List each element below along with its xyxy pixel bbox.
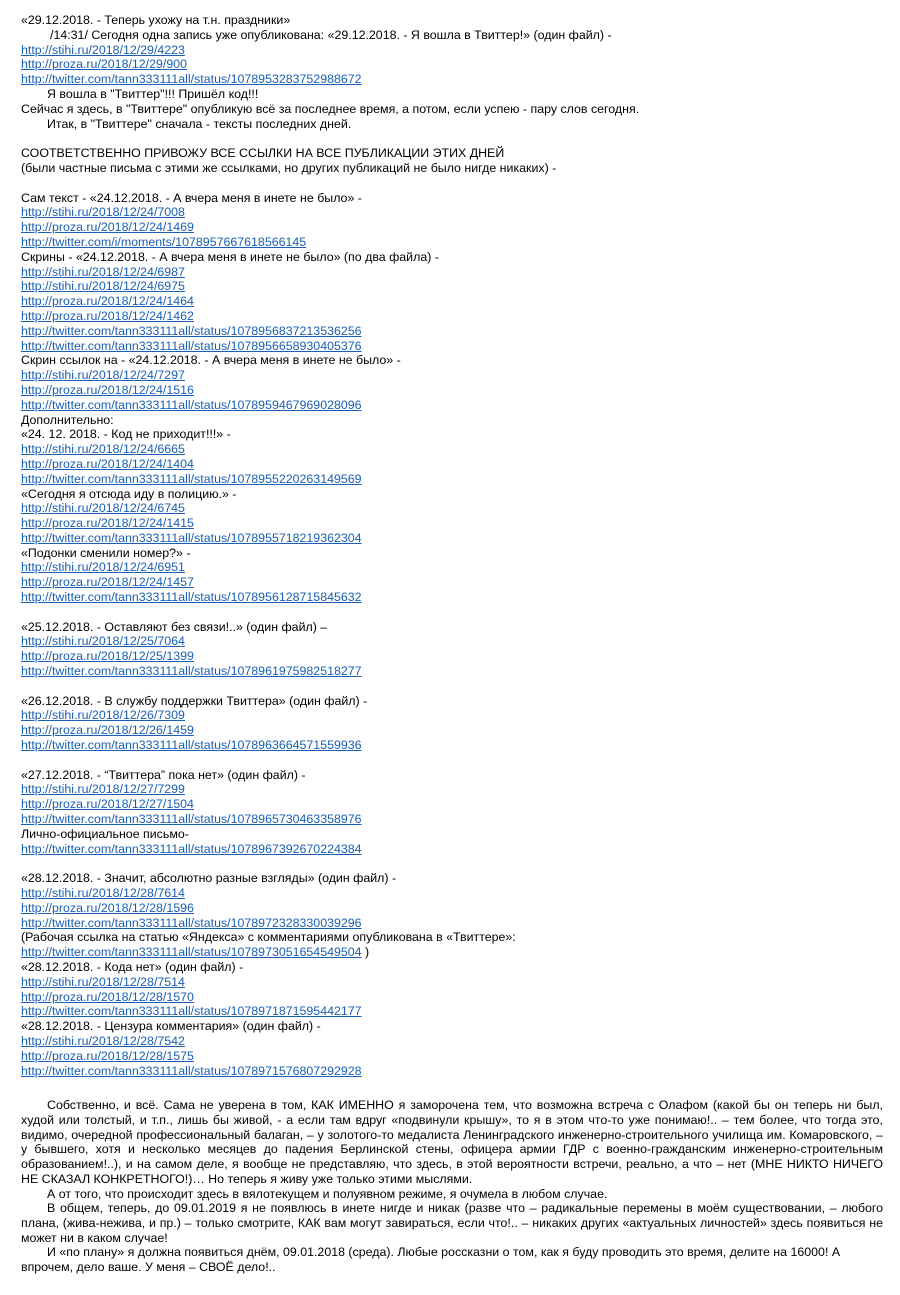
paragraph: Собственно, и всё. Сама не уверена в том, КАК ИМЕННО я заморочена тем, что возможна встреча с Олафом (какой бы он теперь ни был, худой или толстый, и т.п., лишь бы живой, - а если там вдруг «подвинули крышу», то я в этом что-то уже понимаю!.. – тем более, что тогда это, видимо, очередной профессиональный балаган, – у золотого-то медалиста Ленинградского инженерно-строительного училища им. Комаровского, – у бывшего, хотя и несколько месяцев до падения Берлинской стены, офицера армии ГДР с военно-гражданским инженерно-строительным образованием!..), и на самом деле, я вообще не представляю, что здесь, в этой вероятности встречи, реально, а что – нет (МНЕ НИКТО НИЧЕГО НЕ СКАЗАЛ КОНКРЕТНОГО!)… Но теперь я живу уже только этими мыслями. [21,1098,883,1186]
link-proza[interactable]: http://proza.ru/2018/12/27/1504 [21,797,194,812]
entry-title: «28.12.2018. - Кода нет» (один файл) - [21,960,244,974]
text-line: Сейчас я здесь, в "Твиттере" опубликую всё за последнее время, а потом, если успею - пару слов сегодня. [21,101,640,116]
paragraph: А от того, что происходит здесь в вялотекущем и полуявном режиме, я очумела в любом случае. [47,1186,608,1201]
link-twitter[interactable]: http://twitter.com/tann333111all/status/1078973051654549504 [21,945,362,960]
link-proza[interactable]: http://proza.ru/2018/12/24/1457 [21,575,194,590]
entry-title: «27.12.2018. - “Твиттера” пока нет» (один файл) - [21,767,306,782]
link-twitter[interactable]: http://twitter.com/tann333111all/status/1078972328330039296 [21,915,362,930]
link-twitter[interactable]: http://twitter.com/tann333111all/status/1078959467969028096 [21,397,362,412]
link-twitter[interactable]: http://twitter.com/tann333111all/status/1078956837213536256 [21,323,362,338]
link-proza[interactable]: http://proza.ru/2018/12/24/1404 [21,456,194,471]
text-line: Я вошла в "Твиттер"!!! Пришёл код!!! [47,86,259,101]
link-stihi[interactable]: http://stihi.ru/2018/12/24/6975 [21,279,185,294]
paragraph: И «по плану» я должна появиться днём, 09.01.2018 (среда). Любые россказни о том, как я буду проводить это время, делите на 16000! А впрочем, дело ваше. У меня – СВОЁ дело!.. [21,1245,841,1275]
link-twitter[interactable]: http://twitter.com/i/moments/1078957667618566145 [21,234,307,249]
link-proza[interactable]: http://proza.ru/2018/12/24/1415 [21,516,194,531]
link-twitter[interactable]: http://twitter.com/tann333111all/status/1078955220263149569 [21,471,362,486]
entry-title: «26.12.2018. - В службу поддержки Твиттера» (один файл) - [21,693,368,708]
link-twitter[interactable]: http://twitter.com/tann333111all/status/1078956128715845632 [21,590,362,605]
section-heading: СООТВЕТСТВЕННО ПРИВОЖУ ВСЕ ССЫЛКИ НА ВСЕ ПУБЛИКАЦИИ ЭТИХ ДНЕЙ [21,146,505,161]
link-twitter[interactable]: http://twitter.com/tann333111all/status/1078963664571559936 [21,738,362,753]
link-stihi[interactable]: http://stihi.ru/2018/12/28/7542 [21,1033,185,1048]
entry-title: «Подонки сменили номер?» - [21,545,191,560]
entry-note: (Рабочая ссылка на статью «Яндекса» с комментариями опубликована в «Твиттере»: [21,930,516,945]
link-stihi[interactable]: http://stihi.ru/2018/12/24/7008 [21,205,185,220]
entry-title: «25.12.2018. - Оставляют без связи!..» (один файл) – [21,619,328,634]
post-title: «29.12.2018. - Теперь ухожу на т.н. праздники» [21,13,291,27]
link-twitter[interactable]: http://twitter.com/tann333111all/status/1078961975982518277 [21,664,362,679]
link-twitter[interactable]: http://twitter.com/tann333111all/status/1078956658930405376 [21,338,362,353]
link-proza[interactable]: http://proza.ru/2018/12/28/1596 [21,900,194,915]
link-stihi[interactable]: http://stihi.ru/2018/12/25/7064 [21,634,185,649]
link-proza[interactable]: http://proza.ru/2018/12/25/1399 [21,649,194,664]
link-proza[interactable]: http://proza.ru/2018/12/26/1459 [21,723,194,738]
link-stihi[interactable]: http://stihi.ru/2018/12/24/7297 [21,368,185,383]
link-proza[interactable]: http://proza.ru/2018/12/24/1516 [21,382,194,397]
link-stihi[interactable]: http://stihi.ru/2018/12/24/6665 [21,442,185,457]
document-body [21,13,883,1275]
link-stihi[interactable]: http://stihi.ru/2018/12/24/6745 [21,501,185,516]
link-twitter[interactable]: http://twitter.com/tann333111all/status/1078953283752988672 [21,72,362,87]
link-twitter[interactable]: http://twitter.com/tann333111all/status/1078971576807292928 [21,1063,362,1078]
post-note: /14:31/ Сегодня одна запись уже опубликована: «29.12.2018. - Я вошла в Твиттер!» (один файл) - [50,27,612,42]
entry-title: «28.12.2018. - Значит, абсолютно разные взгляды» (один файл) - [21,871,397,886]
link-stihi[interactable]: http://stihi.ru/2018/12/24/6951 [21,560,185,575]
entry-title: Скрины - «24.12.2018. - А вчера меня в инете не было» (по два файла) - [21,249,439,264]
entry-title: Лично-официальное письмо- [21,826,189,841]
link-twitter[interactable]: http://twitter.com/tann333111all/status/1078967392670224384 [21,841,362,856]
link-proza[interactable]: http://proza.ru/2018/12/24/1469 [21,220,194,235]
entry-title: Скрин ссылок на - «24.12.2018. - А вчера меня в инете не было» - [21,353,401,368]
link-stihi[interactable]: http://stihi.ru/2018/12/28/7614 [21,886,185,901]
link-proza[interactable]: http://proza.ru/2018/12/24/1462 [21,308,194,323]
link-twitter[interactable]: http://twitter.com/tann333111all/status/1078965730463358976 [21,812,362,827]
link-stihi[interactable]: http://stihi.ru/2018/12/24/6987 [21,264,185,279]
link-stihi[interactable]: http://stihi.ru/2018/12/27/7299 [21,782,185,797]
text-line: Итак, в "Твиттере" сначала - тексты последних дней. [47,116,352,131]
link-proza[interactable]: http://proza.ru/2018/12/24/1464 [21,294,194,309]
link-proza[interactable]: http://proza.ru/2018/12/29/900 [21,57,188,72]
paragraph: В общем, теперь, до 09.01.2019 я не появлюсь в инете нигде и никак (разве что – радикальные перемены в моём существовании, – любого плана, (жива-нежива, и пр.) – только смотрите, КАК вам могут завираться, если что!.. – никаких других «актуальных личностей» здесь появиться не может ни в каком случае! [21,1201,883,1245]
entry-title: «Сегодня я отсюда иду в полицию.» - [21,486,237,501]
entry-title: «28.12.2018. - Цензура комментария» (один файл) - [21,1019,321,1034]
link-twitter[interactable]: http://twitter.com/tann333111all/status/1078955718219362304 [21,530,362,545]
entry-title: «24. 12. 2018. - Код не приходит!!!» - [21,427,231,442]
link-twitter[interactable]: http://twitter.com/tann333111all/status/1078971871595442177 [21,1004,362,1019]
link-proza[interactable]: http://proza.ru/2018/12/28/1575 [21,1048,194,1063]
entry-title: Дополнительно: [21,412,114,427]
entry-title: Сам текст - «24.12.2018. - А вчера меня в инете не было» - [21,190,362,205]
link-proza[interactable]: http://proza.ru/2018/12/28/1570 [21,989,194,1004]
link-stihi[interactable]: http://stihi.ru/2018/12/26/7309 [21,708,185,723]
link-stihi[interactable]: http://stihi.ru/2018/12/29/4223 [21,42,185,57]
closing-paren: ) [361,945,370,960]
link-stihi[interactable]: http://stihi.ru/2018/12/28/7514 [21,974,185,989]
section-subheading: (были частные письма с этими же ссылками, но других публикаций не было нигде никаких) - [21,160,557,175]
